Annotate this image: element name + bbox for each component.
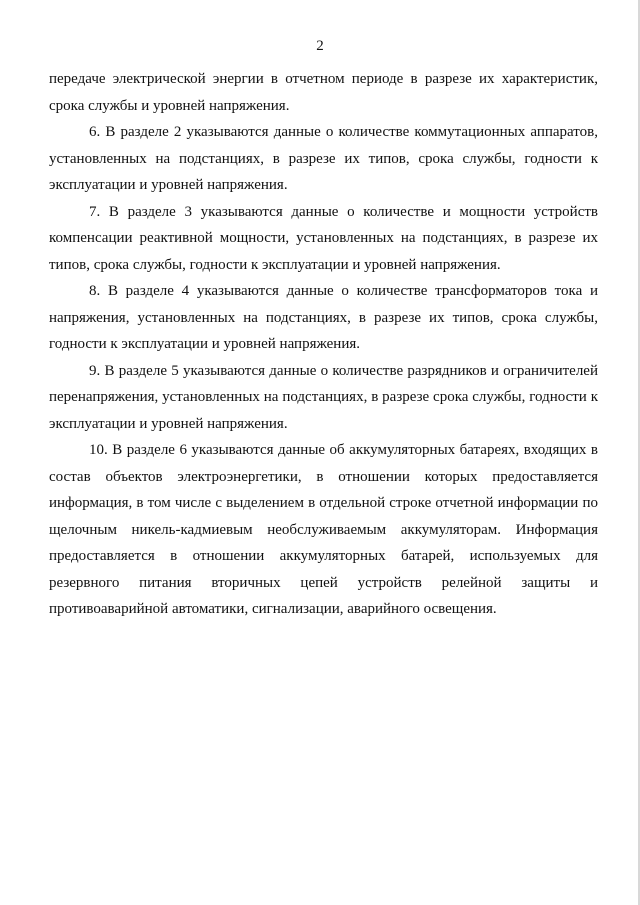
paragraph-item-7: 7. В разделе 3 указываются данные о количестве и мощности устройств компенсации реактивной мощности, установленных на подстанциях, в разрезе их типов, срока службы, годности к эксплуатации и уровней напряжения. <box>49 203 598 273</box>
page-number: 2 <box>316 38 324 54</box>
paragraph-item-8: 8. В разделе 4 указываются данные о количестве трансформаторов тока и напряжения, установленных на подстанциях, в разрезе их типов, срока службы, годности к эксплуатации и уровней напряжения. <box>49 283 598 352</box>
paragraph-item-9: 9. В разделе 5 указываются данные о количестве разрядников и ограничителей перенапряжения, установленных на подстанциях, в разрезе срока службы, годности к эксплуатации и уровней напряжения. <box>49 362 598 432</box>
paragraph-item-10: 10. В разделе 6 указываются данные об аккумуляторных батареях, входящих в состав объектов электроэнергетики, в отношении которых предоставляется информация, в том числе с выделением в отдельной строке отчетной информации по щелочным никель-кадмиевым необслуживаемым аккумуляторам. Информация предоставляется в отношении аккумуляторных батарей, используемых для резервного питания вторичных цепей устройств релейной защиты и противоаварийной автоматики, сигнализации, аварийного освещения. <box>49 442 598 617</box>
document-body <box>49 66 598 623</box>
paragraph-continuation: передаче электрической энергии в отчетном периоде в разрезе их характеристик, срока службы и уровней напряжения. <box>49 71 598 114</box>
paragraph-item-6: 6. В разделе 2 указываются данные о количестве коммутационных аппаратов, установленных на подстанциях, в разрезе их типов, срока службы, годности к эксплуатации и уровней напряжения. <box>49 124 598 193</box>
